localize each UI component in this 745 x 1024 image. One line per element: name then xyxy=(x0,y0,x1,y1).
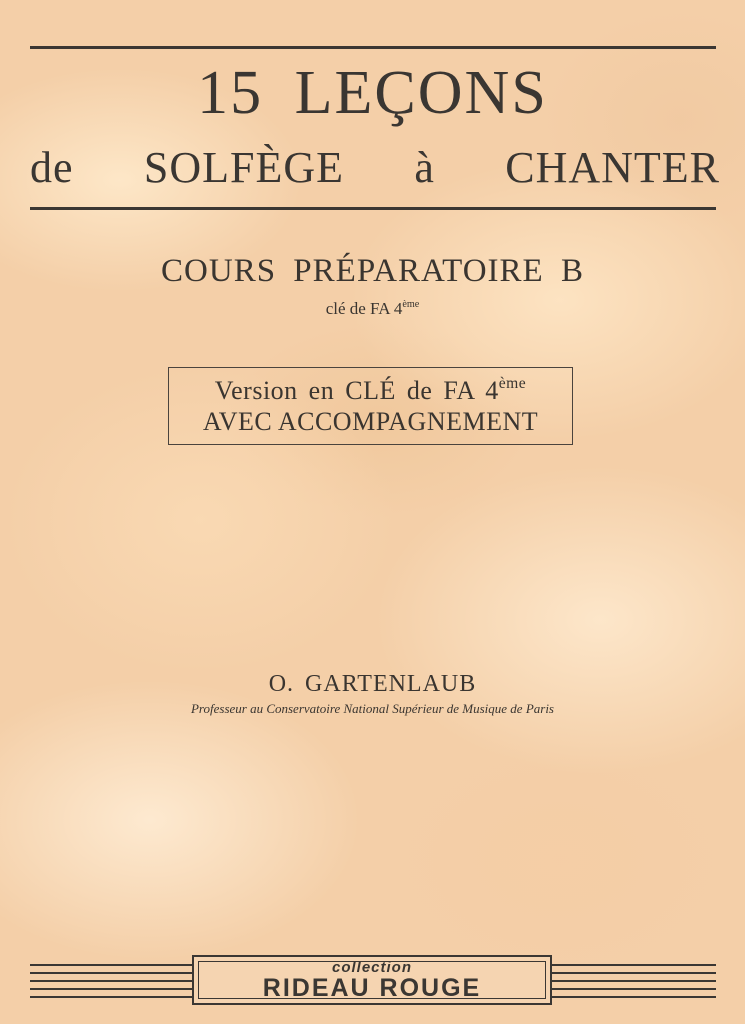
brand-line-right-3 xyxy=(552,980,716,982)
version-line xyxy=(215,375,526,406)
title-word-de: de xyxy=(30,143,74,192)
title-word-solfege: SOLFÈGE xyxy=(143,143,344,192)
brand-line-right-4 xyxy=(552,988,716,990)
course-subtitle: COURS PRÉPARATOIRE B xyxy=(161,253,584,289)
brand-line-right-1 xyxy=(552,964,716,966)
accompaniment-line: AVEC ACCOMPAGNEMENT xyxy=(202,407,539,436)
clef-number: 4 xyxy=(393,299,403,319)
collection-name: RIDEAU ROUGE xyxy=(262,973,482,1002)
brand-line-left-3 xyxy=(30,980,192,982)
brand-line-left-4 xyxy=(30,988,192,990)
clef-superscript: ème xyxy=(402,299,420,310)
title-line-2 xyxy=(30,143,720,192)
top-rule xyxy=(30,46,716,49)
title-word-a: à xyxy=(414,143,435,192)
collection-logo xyxy=(192,955,552,1005)
collection-label: collection xyxy=(331,958,412,976)
author-name: O. GARTENLAUB xyxy=(268,671,477,697)
title-line-1: 15 LEÇONS xyxy=(197,59,548,127)
brand-line-right-2 xyxy=(552,972,716,974)
version-text: Version en CLÉ de FA 4 xyxy=(214,375,499,405)
title-underline xyxy=(30,207,716,210)
clef-text: clé de FA xyxy=(325,299,390,319)
clef-note xyxy=(0,300,745,317)
version-box xyxy=(168,367,573,445)
brand-line-left-1 xyxy=(30,964,192,966)
author-title: Professeur au Conservatoire National Supérieur de Musique de Paris xyxy=(190,701,554,716)
brand-line-left-5 xyxy=(30,996,192,998)
brand-line-right-5 xyxy=(552,996,716,998)
title-word-chanter: CHANTER xyxy=(505,143,720,192)
version-superscript: ème xyxy=(498,374,527,392)
brand-line-left-2 xyxy=(30,972,192,974)
